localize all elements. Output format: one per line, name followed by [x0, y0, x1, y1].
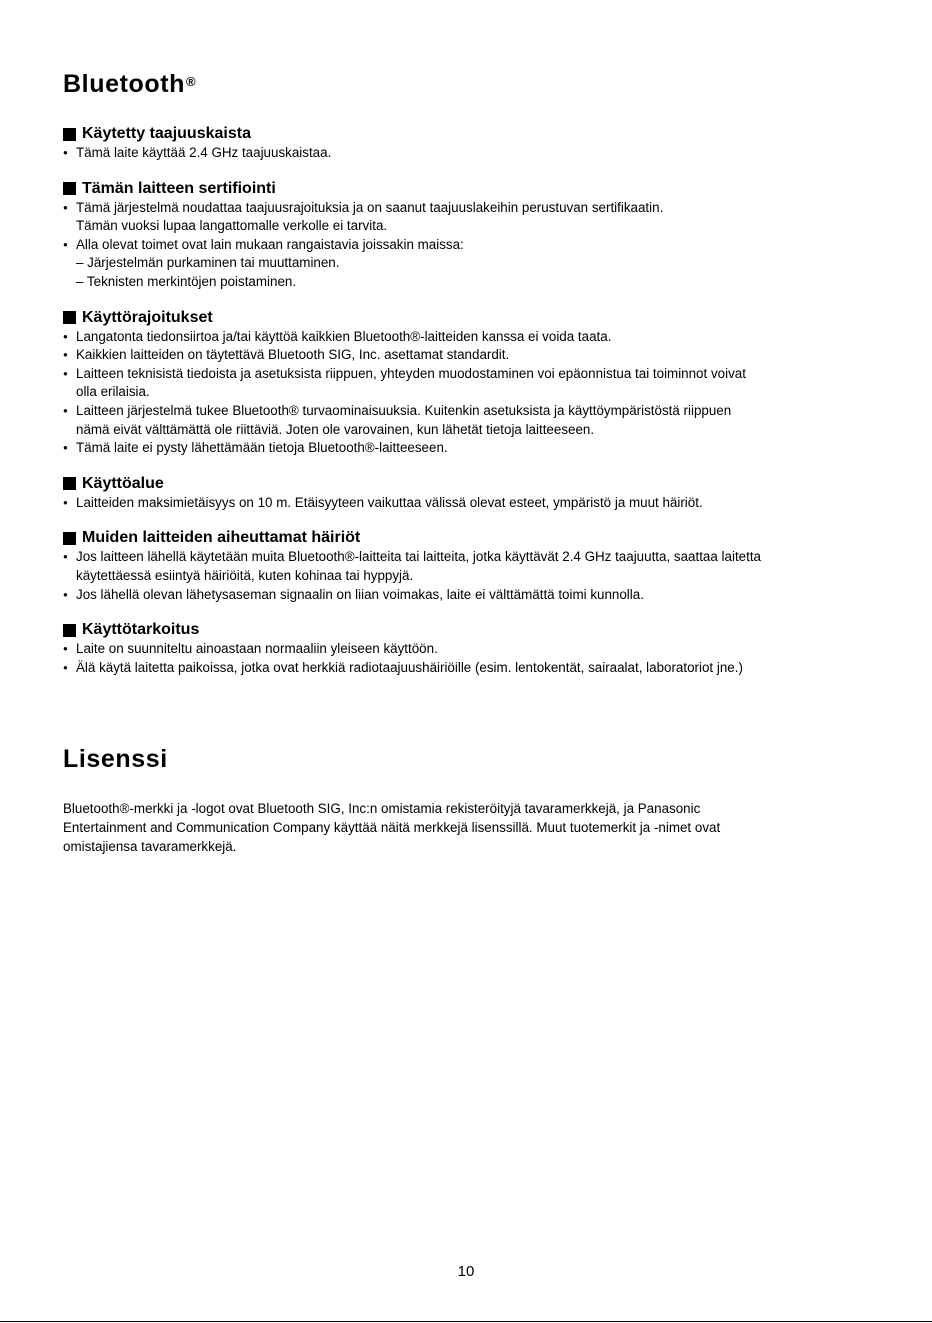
square-bullet-icon [63, 532, 76, 545]
section-heading-text: Käytetty taajuuskaista [82, 125, 251, 142]
bullet-item: ● Alla olevat toimet ovat lain mukaan rangaistavia joissakin maissa: [63, 236, 883, 255]
continuation-line: nämä eivät välttämättä ole riittäviä. Joten ole varovainen, kun lähetät tietoja laitteeseen. [76, 421, 595, 437]
section-items [63, 548, 883, 604]
bluetooth-sections [63, 124, 883, 677]
section-heading [63, 474, 883, 494]
section [63, 620, 883, 677]
square-bullet-icon [63, 128, 76, 141]
section [63, 308, 883, 458]
section-items [63, 494, 883, 513]
bluetooth-title-text: Bluetooth [63, 70, 186, 98]
continuation-line: – Järjestelmän purkaminen tai muuttaminen. [76, 255, 340, 271]
continuation-line: Tämän vuoksi lupaa langattomalle verkolle ei tarvita. [76, 218, 388, 234]
continuation-line: olla erilaisia. [76, 384, 150, 400]
bullet-item: ● Älä käytä laitetta paikoissa, jotka ovat herkkiä radiotaajuushäiriöille (esim. lentokentät, sairaalat, laboratoriot jne.) [63, 659, 883, 678]
section-heading [63, 528, 883, 548]
continuation-line: käytettäessä esiintyä häiriöitä, kuten kohinaa tai hyppyjä. [76, 567, 414, 583]
square-bullet-icon [63, 311, 76, 324]
page-number: 10 [457, 1263, 475, 1280]
bottom-rule [0, 1321, 932, 1322]
square-bullet-icon [63, 624, 76, 637]
section-heading-text: Muiden laitteiden aiheuttamat häiriöt [82, 529, 361, 547]
section [63, 179, 883, 292]
bullet-item: ● Tämä laite ei pysty lähettämään tietoja Bluetooth®-laitteeseen. [63, 439, 883, 458]
section [63, 474, 883, 513]
square-bullet-icon [63, 182, 76, 195]
section-heading [63, 308, 883, 328]
section-items [63, 328, 883, 458]
bullet-item: ● Jos lähellä olevan lähetysaseman signaalin on liian voimakas, laite ei välttämättä toimi kunnolla. [63, 586, 883, 605]
bluetooth-title [63, 66, 883, 102]
section-heading-text: Käyttörajoitukset [82, 308, 213, 326]
license-text [63, 799, 883, 856]
bullet-item: ● Laitteiden maksimietäisyys on 10 m. Etäisyyteen vaikuttaa välissä olevat esteet, ympäristö ja muut häiriöt. [63, 494, 883, 513]
square-bullet-icon [63, 477, 76, 490]
section-heading-text: Tämän laitteen sertifiointi [82, 179, 276, 197]
section [63, 528, 883, 604]
section-items [63, 144, 883, 163]
bullet-item: ● Langatonta tiedonsiirtoa ja/tai käyttöä kaikkien Bluetooth®-laitteiden kanssa ei voida taata. [63, 328, 883, 347]
bullet-item: ● Laitteen järjestelmä tukee Bluetooth® turvaominaisuuksia. Kuitenkin asetuksista ja käyttöympäristöstä riippuen [63, 402, 883, 421]
section-heading-text: Käyttötarkoitus [82, 621, 200, 639]
license-line: omistajiensa tavaramerkkejä. [63, 839, 237, 855]
section [63, 124, 883, 163]
section-heading [63, 179, 883, 199]
bullet-item: ● Jos laitteen lähellä käytetään muita Bluetooth®-laitteita tai laitteita, jotka käyttävät 2.4 GHz taajuutta, saattaa laitetta [63, 548, 883, 567]
continuation-line: – Teknisten merkintöjen poistaminen. [76, 273, 297, 289]
license-line: Entertainment and Communication Company käyttää näitä merkkejä lisenssillä. Muut tuotemerkit ja -nimet ovat [63, 820, 721, 836]
section-items [63, 640, 883, 677]
bullet-item: ● Kaikkien laitteiden on täytettävä Bluetooth SIG, Inc. asettamat standardit. [63, 346, 883, 365]
bullet-item: ● Laite on suunniteltu ainoastaan normaaliin yleiseen käyttöön. [63, 640, 883, 659]
license-title: Lisenssi [63, 745, 168, 774]
document-page [63, 66, 883, 856]
section-heading-text: Käyttöalue [82, 474, 164, 492]
registered-mark: ® [186, 74, 197, 89]
license-line: Bluetooth®-merkki ja -logot ovat Bluetooth SIG, Inc:n omistamia rekisteröityjä tavaramerkkejä, ja Panasonic [63, 801, 701, 817]
section-heading [63, 124, 883, 144]
bullet-item: ● Tämä laite käyttää 2.4 GHz taajuuskaistaa. [63, 144, 883, 163]
bullet-item: ● Laitteen teknisistä tiedoista ja asetuksista riippuen, yhteyden muodostaminen voi epäonnistua tai toiminnot voivat [63, 365, 883, 384]
section-items [63, 199, 883, 292]
bullet-item: ● Tämä järjestelmä noudattaa taajuusrajoituksia ja on saanut taajuuslakeihin perustuvan sertifikaatin. [63, 199, 883, 218]
section-heading [63, 620, 883, 640]
